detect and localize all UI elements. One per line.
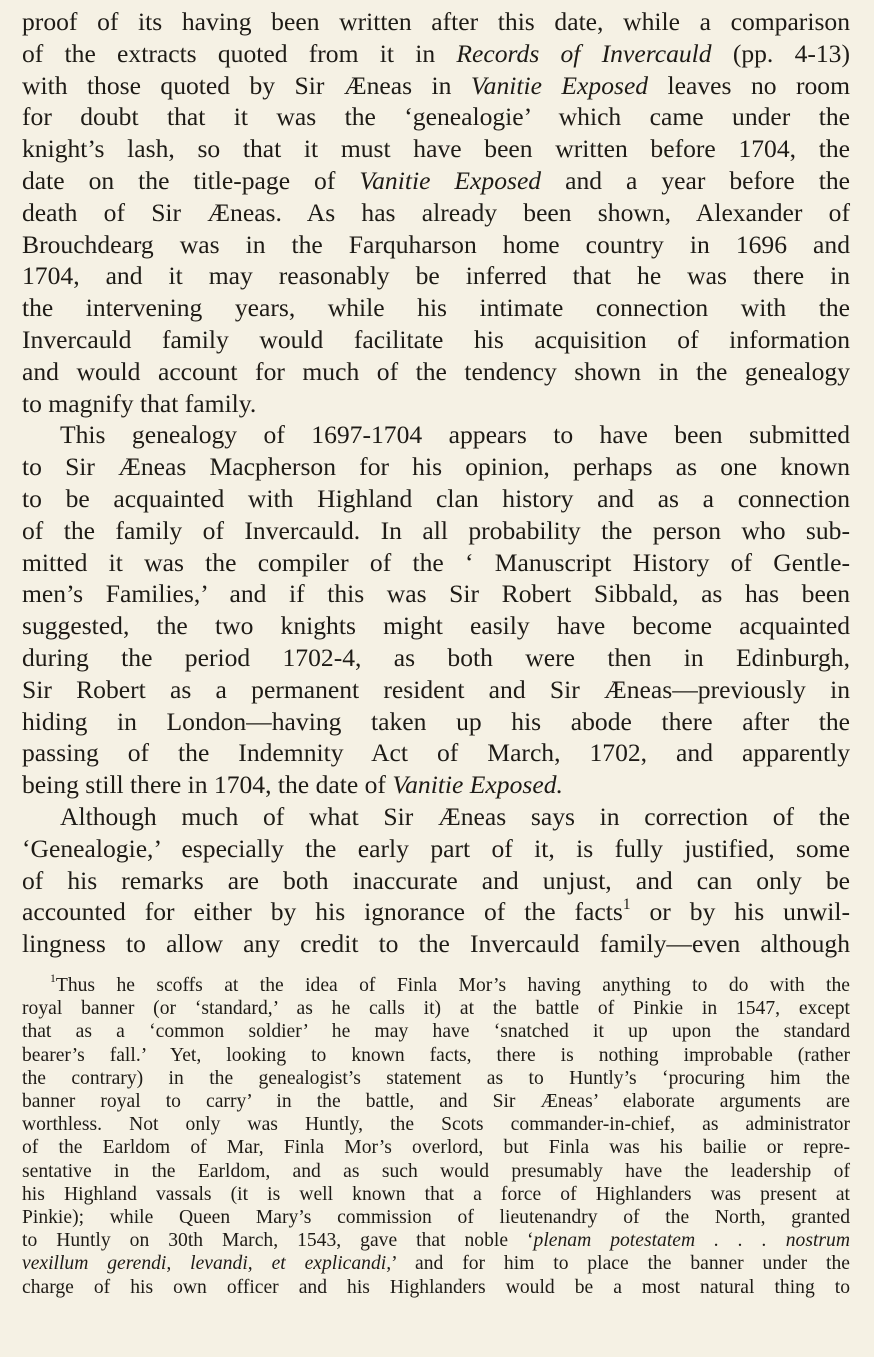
text-run: charge of his own officer and his Highlanders would be a most natural thing to — [22, 1276, 850, 1298]
text-run: the intervening years, while his intimate connection with the — [22, 293, 850, 323]
footnote-line — [22, 1044, 850, 1067]
italic-title: Records of Invercauld — [456, 38, 712, 68]
text-run: to Huntly on 30th March, 1543, gave that noble ‘ — [22, 1230, 534, 1252]
text-run: sentative in the Earldom, and as such would presumably have the leadership of — [22, 1160, 850, 1182]
body-line — [22, 38, 850, 70]
footnote-line — [22, 1067, 850, 1090]
text-run: accounted for either by his ignorance of the facts — [22, 897, 623, 927]
text-run: death of Sir Æneas. As has already been shown, Alexander of — [22, 197, 850, 227]
text-run: Pinkie); while Queen Mary’s commission of lieutenandry of the North, granted — [22, 1206, 850, 1228]
footnote-line — [22, 1136, 850, 1159]
text-run: his Highland vassals (it is well known that a force of Highlanders was present at — [22, 1183, 850, 1205]
text-run: ’ and for him to place the banner under the — [391, 1253, 850, 1275]
italic-title: Vanitie Exposed — [470, 70, 649, 100]
main-text — [22, 6, 850, 960]
body-line — [22, 6, 850, 38]
text-run: of the extracts quoted from it in — [22, 38, 457, 68]
body-line — [22, 578, 850, 610]
body-line — [22, 706, 850, 738]
body-line — [22, 642, 850, 674]
text-run: of his remarks are both inaccurate and unjust, and can only be — [22, 865, 850, 895]
body-line — [22, 133, 850, 165]
text-run: and a year before the — [541, 165, 850, 195]
body-line — [22, 419, 850, 451]
footnote-marker: 1 — [50, 972, 56, 986]
body-line — [22, 292, 850, 324]
text-run: with those quoted by Sir Æneas in — [22, 70, 471, 100]
body-line — [22, 515, 850, 547]
italic-title: Vanitie Exposed. — [392, 770, 563, 800]
body-line — [22, 229, 850, 261]
text-run: that as a ‘common soldier’ he may have ‘snatched it up upon the standard — [22, 1021, 850, 1043]
text-run: royal banner (or ‘standard,’ as he calls it) at the battle of Pinkie in 1547, except — [22, 998, 850, 1020]
body-line — [22, 674, 850, 706]
text-run: passing of the Indemnity Act of March, 1702, and apparently — [22, 738, 850, 768]
body-line — [22, 70, 850, 102]
body-line — [22, 865, 850, 897]
text-run: Invercauld family would facilitate his acquisition of information — [22, 324, 850, 354]
body-line — [22, 356, 850, 388]
body-line — [22, 896, 850, 928]
text-run: for doubt that it was the ‘genealogie’ which came under the — [22, 102, 850, 132]
body-line — [22, 769, 850, 801]
body-line — [22, 801, 850, 833]
footnote-line — [22, 1113, 850, 1136]
italic-title: Vanitie Exposed — [359, 165, 542, 195]
text-run: and would account for much of the tendency shown in the genealogy — [22, 356, 850, 386]
body-line — [22, 260, 850, 292]
body-line — [22, 165, 850, 197]
text-run: to Sir Æneas Macpherson for his opinion, perhaps as one known — [22, 452, 850, 482]
body-line — [22, 737, 850, 769]
footnote-line — [22, 1160, 850, 1183]
text-run: to be acquainted with Highland clan history and as a connection — [22, 483, 850, 513]
body-line — [22, 483, 850, 515]
footnote-marker: 1 — [622, 896, 631, 914]
footnote-line — [22, 1020, 850, 1043]
text-run: Although much of what Sir Æneas says in correction of the — [60, 801, 850, 831]
body-line — [22, 324, 850, 356]
italic-title: vexillum gerendi, levandi, et explicandi, — [22, 1253, 392, 1275]
footnote-line — [22, 1183, 850, 1206]
footnote-line — [22, 1090, 850, 1113]
text-run: This genealogy of 1697-1704 appears to have been submitted — [60, 420, 850, 450]
text-run: to magnify that family. — [22, 388, 257, 418]
body-line — [22, 928, 850, 960]
body-line — [22, 451, 850, 483]
text-run: date on the title-page of — [22, 165, 360, 195]
text-run: of the family of Invercauld. In all probability the person who sub- — [22, 515, 850, 545]
text-run: Thus he scoffs at the idea of Finla Mor’s having anything to do with the — [55, 974, 850, 996]
text-run: mitted it was the compiler of the ‘ Manuscript History of Gentle- — [22, 547, 850, 577]
text-run: being still there in 1704, the date of — [22, 770, 393, 800]
text-run: hiding in London—having taken up his abode there after the — [22, 706, 850, 736]
text-run: bearer’s fall.’ Yet, looking to known facts, there is nothing improbable (rather — [22, 1044, 850, 1066]
text-run: ‘Genealogie,’ especially the early part of it, is fully justified, some — [22, 833, 850, 863]
text-run: men’s Families,’ and if this was Sir Robert Sibbald, as has been — [22, 579, 850, 609]
text-run: banner royal to carry’ in the battle, and Sir Æneas’ elaborate arguments are — [22, 1090, 850, 1112]
italic-title: plenam potestatem . . . nostrum — [533, 1230, 850, 1252]
text-run: Sir Robert as a permanent resident and Sir Æneas—previously in — [22, 674, 850, 704]
text-run: the contrary) in the genealogist’s statement as to Huntly’s ‘procuring him the — [22, 1067, 850, 1089]
body-line — [22, 101, 850, 133]
footnote-line — [22, 997, 850, 1020]
text-run: (pp. 4-13) — [711, 38, 850, 68]
body-line — [22, 833, 850, 865]
footnote — [22, 974, 850, 1299]
footnote-line — [22, 1252, 850, 1275]
text-run: of the Earldom of Mar, Finla Mor’s overlord, but Finla was his bailie or repre- — [22, 1137, 850, 1159]
footnote-line — [22, 1206, 850, 1229]
body-line — [22, 388, 850, 420]
text-run: knight’s lash, so that it must have been written before 1704, the — [22, 134, 850, 164]
text-run: 1704, and it may reasonably be inferred that he was there in — [22, 261, 850, 291]
text-run: Brouchdearg was in the Farquharson home country in 1696 and — [22, 229, 850, 259]
body-line — [22, 547, 850, 579]
footnote-line — [22, 1229, 850, 1252]
body-line — [22, 610, 850, 642]
text-run: or by his unwil- — [630, 897, 850, 927]
body-line — [22, 197, 850, 229]
text-run: proof of its having been written after this date, while a comparison — [22, 7, 850, 36]
footnote-line — [22, 1276, 850, 1299]
footnote-line — [22, 974, 850, 997]
text-run: during the period 1702-4, as both were then in Edinburgh, — [22, 642, 850, 672]
text-run: suggested, the two knights might easily have become acquainted — [22, 611, 850, 641]
text-run: leaves no room — [648, 70, 850, 100]
text-run: lingness to allow any credit to the Invercauld family—even although — [22, 929, 850, 959]
text-run: worthless. Not only was Huntly, the Scots commander-in-chief, as administrator — [22, 1114, 850, 1136]
